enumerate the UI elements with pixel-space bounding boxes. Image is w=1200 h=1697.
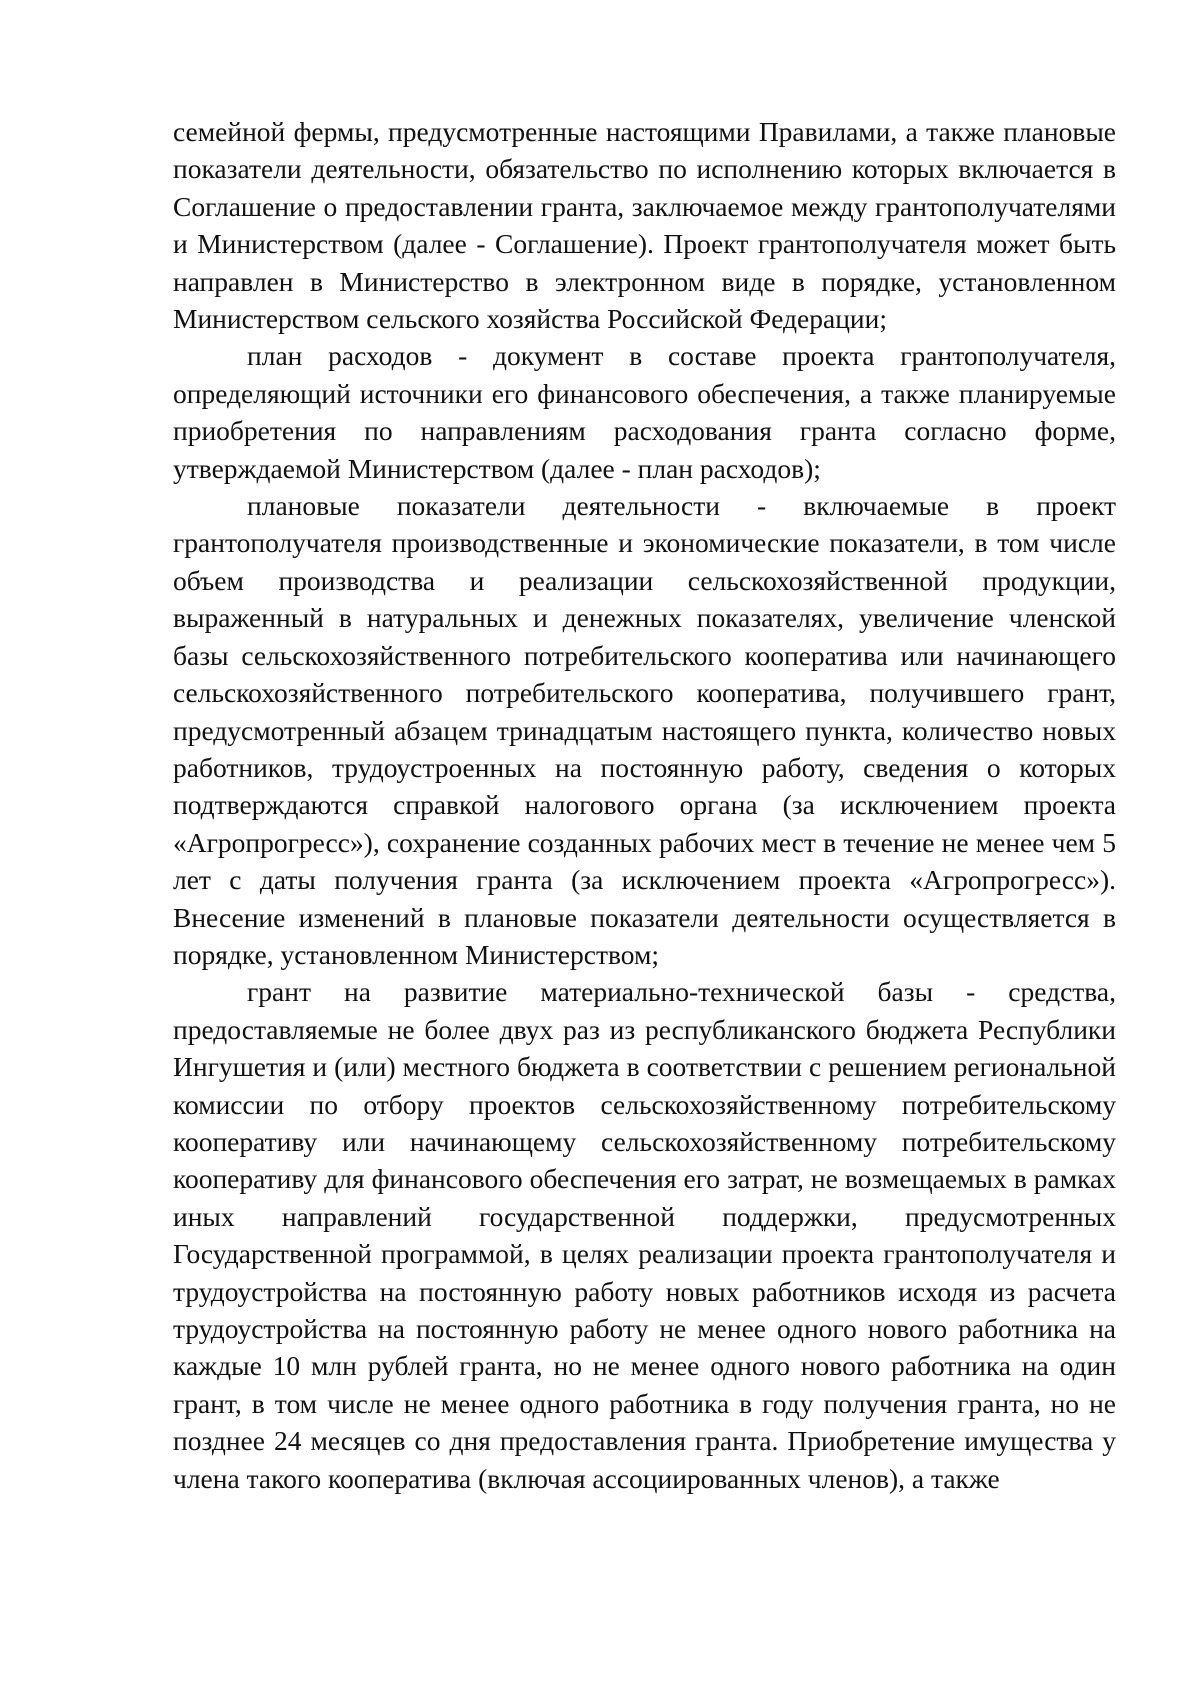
paragraph-material-base-grant: грант на развитие материально-технической базы - средства, предоставляемые не более двух раз из республиканского бюджета Республики Ингушетия и (или) местного бюджета в соответствии с решением региональной комиссии по отбору проектов сельскохозяйственному потребительскому кооперативу или начинающему сельскохозяйственному потребительскому кооперативу для финансового обеспечения его затрат, не возмещаемых в рамках иных направлений государственной поддержки, предусмотренных Государственной программой, в целях реализации проекта грантополучателя и трудоустройства на постоянную работу новых работников исходя из расчета трудоустройства на постоянную работу не менее одного нового работника на каждые 10 млн рублей гранта, но не менее одного нового работника на один грант, в том числе не менее одного работника в году получения гранта, но не позднее 24 месяцев со дня предоставления гранта. Приобретение имущества у члена такого кооператива (включая ассоциированных членов), а также — [173, 976, 1116, 1494]
document-body — [173, 113, 1116, 1497]
paragraph-planned-indicators: плановые показатели деятельности - включаемые в проект грантополучателя производственные и экономические показатели, в том числе объем производства и реализации сельскохозяйственной продукции, выраженный в натуральных и денежных показателях, увеличение членской базы сельскохозяйственного потребительского кооператива или начинающего сельскохозяйственного потребительского кооператива, получившего грант, предусмотренный абзацем тринадцатым настоящего пункта, количество новых работников, трудоустроенных на постоянную работу, сведения о которых подтверждаются справкой налогового органа (за исключением проекта «Агропрогресс»), сохранение созданных рабочих мест в течение не менее чем 5 лет с даты получения гранта (за исключением проекта «Агропрогресс»). Внесение изменений в плановые показатели деятельности осуществляется в порядке, установленном Министерством; — [173, 490, 1116, 970]
paragraph-expense-plan: план расходов - документ в составе проекта грантополучателя, определяющий источники его финансового обеспечения, а также планируемые приобретения по направлениям расходования гранта согласно форме, утверждаемой Министерством (далее - план расходов); — [173, 340, 1116, 484]
paragraph-family-farm-continuation: семейной фермы, предусмотренные настоящими Правилами, а также плановые показатели деятельности, обязательство по исполнению которых включается в Соглашение о предоставлении гранта, заключаемое между грантополучателями и Министерством (далее - Соглашение). Проект грантополучателя может быть направлен в Министерство в электронном виде в порядке, установленном Министерством сельского хозяйства Российской Федерации; — [173, 116, 1116, 335]
